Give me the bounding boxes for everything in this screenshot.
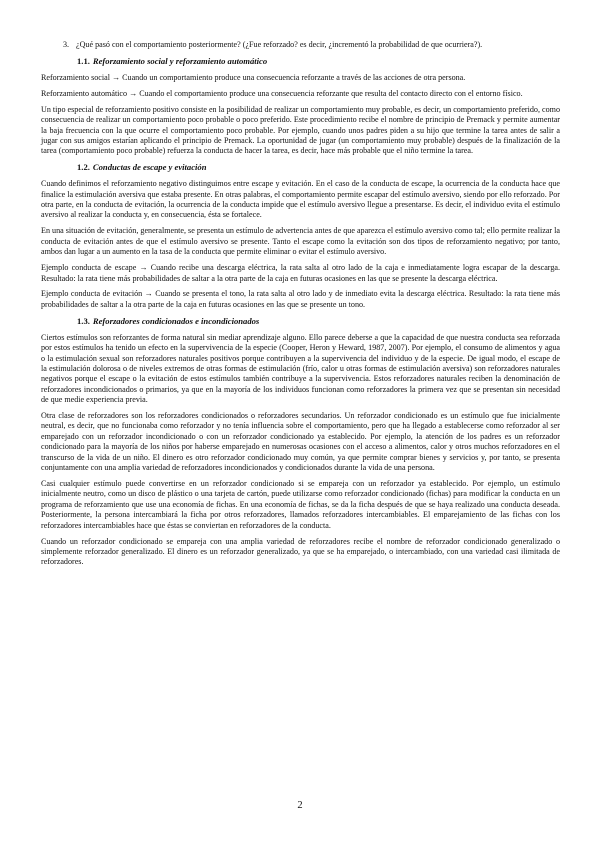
section-number: 1.2. [77,162,90,173]
paragraph: Un tipo especial de reforzamiento positivo consiste en la posibilidad de realizar un comportamiento muy probable, es decir, un comportamiento preferido, como consecuencia de realizar un comportamiento poco probable o poco preferido. Este procedimiento recibe el nombre de principio de Premack y permite aumentar la baja frecuencia con la que ocurre el comportamiento poco probable. Por ejemplo, cuando unos padres piden a su hijo que termine la tarea antes de salir a jugar con sus amigos estarían aplicando el principio de Premack. La oportunidad de jugar (un comportamiento muy probable) después de la finalización de la tarea (comportamiento poco probable) refuerza la conducta de hacer la tarea, es decir, hace más probable que el niño termine la tarea. [41,104,560,156]
section-title: Reforzadores condicionados e incondicionados [92,315,260,326]
section-heading-1-2 [77,162,560,173]
paragraph: Cuando un reforzador condicionado se empareja con una amplia variedad de reforzadores recibe el nombre de reforzador condicionado generalizado o simplemente reforzador generalizado. El dinero es un reforzador generalizado, ya que se ha emparejado, o intercambiado, con una variedad casi ilimitada de reforzadores. [41,536,560,567]
paragraph: Ejemplo conducta de evitación → Cuando se presenta el tono, la rata salta al otro lado y de inmediato evita la descarga eléctrica. Resultado: la rata tiene más probabilidades de saltar a la otra parte de la caja en futuras ocasiones en las que se presente un tono. [41,289,560,309]
paragraph: Otra clase de reforzadores son los reforzadores condicionados o reforzadores secundarios. Un reforzador condicionado es un estímulo que fue inicialmente neutral, es decir, que no funcionaba como reforzador y no tenía influencia sobre el comportamiento, pero que ha llegado a establecerse como reforzador al ser emparejado con un reforzador incondicionado o con un reforzador condicionado ya establecido. Por ejemplo, la atención de los padres es un reforzador condicionado para la mayoría de los niños por haberse emparejado en numerosas ocasiones con el acceso a alimentos, calor y otros muchos reforzadores en el transcurso de la vida de un niño. El dinero es otro reforzador condicionado muy común, ya que permite comprar bienes y servicios y, por tanto, se presenta conjuntamente con una amplia variedad de reforzadores incondicionados y condicionados durante la vida de una persona. [41,411,560,473]
list-item-text: ¿Qué pasó con el comportamiento posteriormente? (¿Fue reforzado? es decir, ¿incrementó la probabilidad de que ocurriera?). [76,40,483,49]
section-number: 1.1. [77,55,90,66]
paragraph: Ciertos estímulos son reforzantes de forma natural sin mediar aprendizaje alguno. Ello parece deberse a que la capacidad de que nuestra conducta sea reforzada por estos estímulos ha tenido un efecto en la supervivencia de la especie (Cooper, Heron y Heward, 1987, 2007). Por ejemplo, el consumo de alimentos y agua o la estimulación sexual son reforzadores naturales positivos porque contribuyen a la supervivencia del individuo y de la especie. De igual modo, el escape de la estimulación dolorosa o de niveles extremos de otras formas de estimulación (frío, calor u otras formas de estimulación aversiva) son reforzadores naturales negativos porque el escape o la evitación de estos estímulos también contribuye a la supervivencia. Estos reforzadores naturales reciben la denominación de reforzadores incondicionados o primarios, ya que en la mayoría de los individuos funcionan como reforzadores la primera vez que se presentan sin necesidad de que medie experiencia previa. [41,332,560,405]
paragraph: Ejemplo conducta de escape → Cuando recibe una descarga eléctrica, la rata salta al otro lado de la caja e inmediatamente logra escapar de la descarga. Resultado: la rata tiene más probabilidades de saltar a la otra parte de la caja en futuras ocasiones en las que se presente la descarga eléctrica. [41,263,560,283]
page-number: 2 [297,800,303,811]
paragraph: Cuando definimos el reforzamiento negativo distinguimos entre escape y evitación. En el caso de la conducta de escape, la ocurrencia de la conducta hace que finalice la estimulación aversiva que estaba presente. En otras palabras, el comportamiento permite escapar del estímulo aversivo, siendo por ello reforzado. Por otra parte, en la conducta de evitación, la ocurrencia de la conducta impide que el estímulo aversivo llegue a presentarse. Es decir, el individuo evita el estímulo aversivo al realizar la conducta y, en consecuencia, ésta se fortalece. [41,179,560,220]
section-heading-1-1 [77,56,560,67]
document-page [41,40,560,573]
list-item-number: 3. [63,40,70,49]
paragraph: Reforzamiento social → Cuando un comportamiento produce una consecuencia reforzante a través de las acciones de otra persona. [41,72,466,82]
section-title: Conductas de escape y evitación [92,162,207,173]
paragraph: En una situación de evitación, generalmente, se presenta un estímulo de advertencia antes de que aparezca el estímulo aversivo como tal; ello permite realizar la conducta de evitación antes de que el estímulo aversivo se presente. Tanto el escape como la evitación son dos tipos de reforzamiento negativo; por tanto, ambos dan lugar a un aumento en la tasa de la conducta que permite eliminar o evitar el estímulo aversivo. [41,226,560,257]
list-item-3 [41,40,560,50]
section-heading-1-3 [77,316,560,327]
paragraph: Casi cualquier estímulo puede convertirse en un reforzador condicionado si se empareja con un reforzador ya establecido. Por ejemplo, un estímulo inicialmente neutro, como un disco de plástico o una tarjeta de cartón, puede utilizarse como reforzador condicionado (fichas) para modificar la conducta en un programa de reforzamiento que use una economía de fichas. En una economía de fichas, se da la ficha después de que se haya realizado una conducta deseada. Posteriormente, la persona intercambiará la ficha por otros reforzadores, llamados reforzadores intercambiables. El emparejamiento de las fichas con los reforzadores intercambiables hace que éstas se conviertan en reforzadores de la conducta. [41,479,560,530]
section-title: Reforzamiento social y reforzamiento automático [92,55,268,66]
paragraph: Reforzamiento automático → Cuando el comportamiento produce una consecuencia reforzante que resulta del contacto directo con el entorno físico. [41,88,523,98]
section-number: 1.3. [77,315,90,326]
